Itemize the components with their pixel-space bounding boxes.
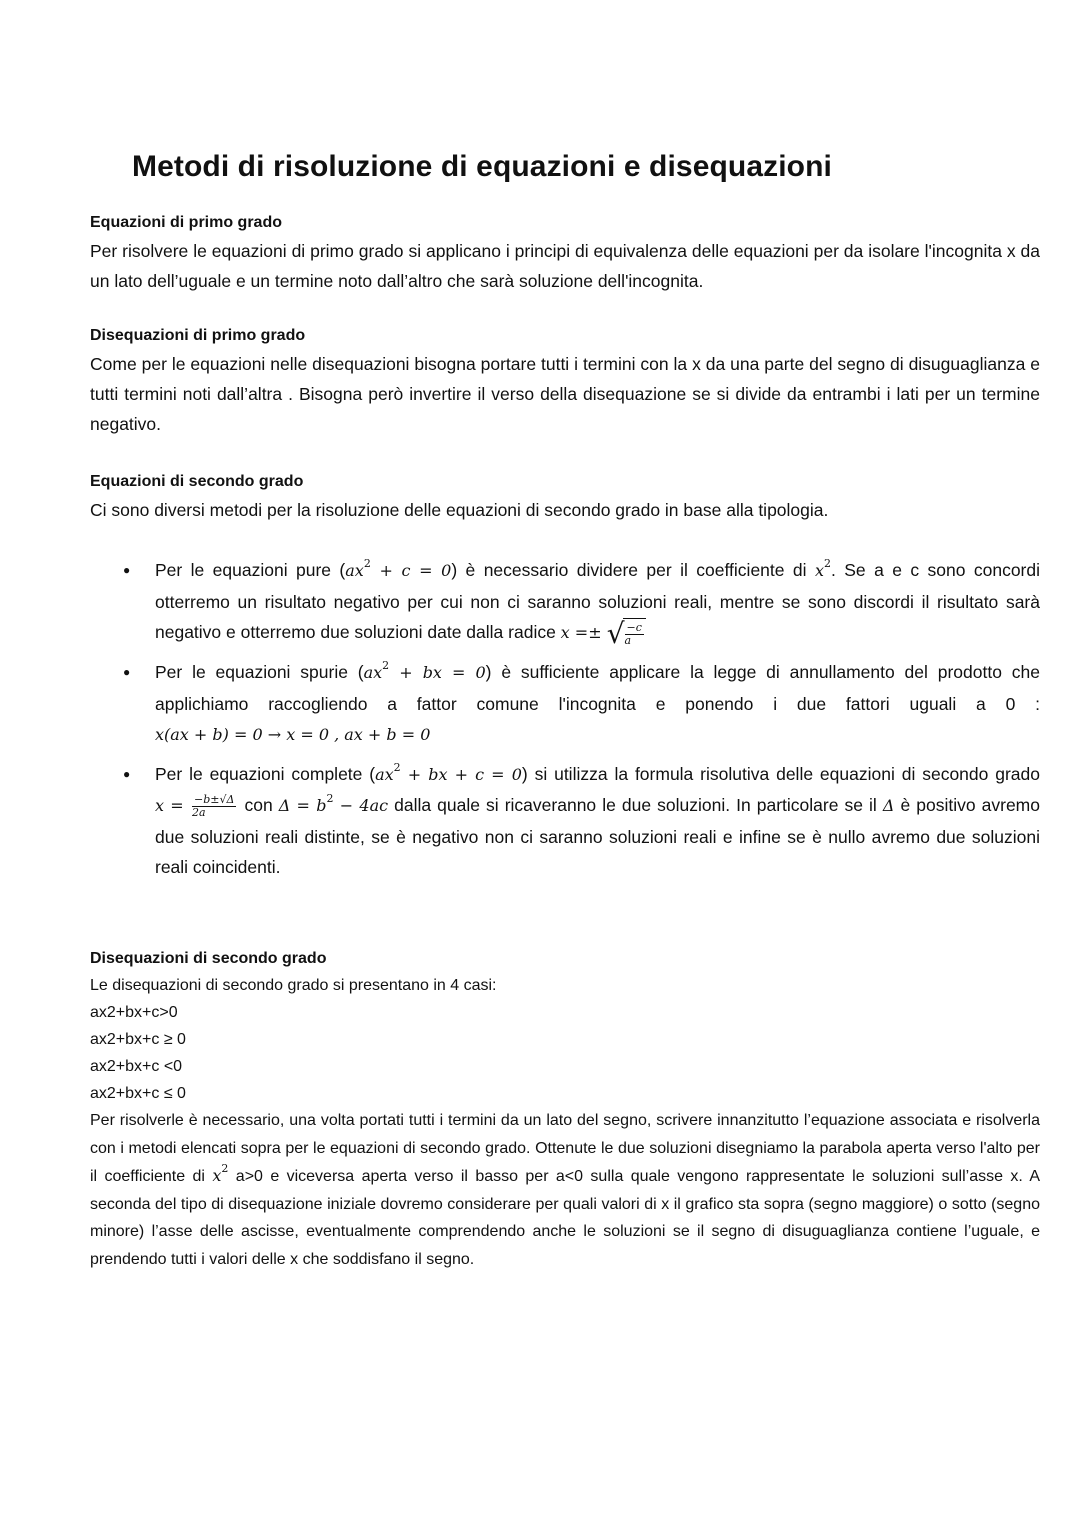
list-item-pure-equations: ● Per le equazioni pure $(ax^2 + c = 0)$ è necessario dividere per il coefficiente di $x^2$. Se a e c sono concordi otterremo un risultato negativo per cui non ci saranno soluzioni reali, mentre se sono discordi il risultato sarà negativo e otterremo due soluzioni date dalla radice x =± √ $\frac{-c}{a}$	[90, 555, 1040, 649]
section-body: Come per le equazioni nelle disequazioni bisogna portare tutti i termini con la x da una parte del segno di disuguaglianza e tutti termini noti dall’altra . Bisogna però invertire il verso della disequazione se si divide da entrambi i lati per un termine negativo.	[90, 354, 1040, 434]
list-item-spurious-equations: ● Per le equazioni spurie ($ax^2$ + bx = 0) è sufficiente applicare la legge di annullamento del prodotto che applichiamo raccogliendo a fattor comune l'incognita e ponendo i due fattori uguali a 0 : x(ax + b) = 0 → x = 0 , ax + b = 0	[90, 657, 1040, 751]
math-spurious-form: $ax^2$ + bx = 0	[363, 659, 486, 683]
list-item-complete-equations: ● Per le equazioni complete ($ax^2$ + bx + c = 0) si utilizza la formula risolutiva delle equazioni di secondo grado x = $\frac{-b\pm√\Delta}{2a}$ con $\Delta = b^2 - 4ac$ dalla quale si ricaveranno le due soluzioni. In particolare se il Δ è positivo avremo due soluzioni reali distinte, se è negativo non ci saranno soluzioni reali e infine se è nullo avremo due soluzioni reali coincidenti.	[90, 759, 1040, 883]
inequality-case: ax2+bx+c>0	[90, 1004, 178, 1021]
section-body: Per risolverle è necessario, una volta portati tutti i termini da un lato del segno, scrivere innanzitutto l’equazione associata e risolverla con i metodi elencati sopra per le equazioni di secondo grado. Ottenute le due soluzioni disegniamo la parabola aperta verso l'alto per il coefficiente di $x^2$ a>0 e viceversa aperta verso il basso per a<0 sulla quale vengono rappresentate le soluzioni sull’asse x. A seconda del tipo di disequazione iniziale dovremo considerare per quali valori di x il grafico sta sopra (segno maggiore) o sotto (segno minore) l’asse delle ascisse, eventualmente comprendendo anche le soluzioni se il segno di disuguaglianza contiene l’uguale, e prendendo tutti i valori delle x che soddisfano il segno.	[90, 1112, 1041, 1268]
inequality-cases	[90, 999, 1040, 1107]
square-root-icon: √ $\frac{-c}{a}$	[607, 618, 646, 650]
section-heading: Disequazioni di primo grado	[90, 327, 306, 344]
section-second-degree-inequalities	[90, 946, 1040, 1273]
section-first-degree-inequalities	[90, 323, 1040, 439]
math-x-squared: $x^2$	[212, 1162, 229, 1185]
math-discriminant: $\Delta = b^2 - 4ac$	[278, 792, 389, 816]
section-intro: Le disequazioni di secondo grado si presentano in 4 casi:	[90, 977, 497, 994]
section-body: Per risolvere le equazioni di primo grado si applicano i principi di equivalenza delle equazioni per da isolare l'incognita x da un lato dell’uguale e un termine noto dall’altro che sarà soluzione dell'incognita.	[90, 241, 1040, 291]
math-pure-form: $ax^2 + c = 0$	[345, 557, 452, 580]
math-x-squared: $x^2$	[814, 557, 831, 580]
inequality-case: ax2+bx+c <0	[90, 1058, 183, 1075]
inequality-case: ax2+bx+c ≥ 0	[90, 1031, 186, 1048]
equation-types-list	[90, 555, 1040, 883]
section-heading: Equazioni di secondo grado	[90, 473, 304, 490]
math-delta: Δ	[882, 796, 895, 816]
math-complete-form: $ax^2$ + bx + c = 0	[375, 760, 522, 784]
inequality-case: ax2+bx+c ≤ 0	[90, 1085, 186, 1102]
section-second-degree-equations	[90, 469, 1040, 891]
math-quadratic-formula: x = $\frac{-b\pm√\Delta}{2a}$	[155, 793, 235, 820]
section-heading: Equazioni di primo grado	[90, 214, 282, 231]
math-factor-solution: x(ax + b) = 0 → x = 0 , ax + b = 0	[155, 725, 431, 745]
section-heading: Disequazioni di secondo grado	[90, 950, 327, 967]
section-first-degree-equations	[90, 210, 1040, 296]
page-title: Metodi di risoluzione di equazioni e disequazioni	[132, 150, 832, 183]
math-root-formula: x =± √ $\frac{-c}{a}$	[561, 623, 646, 642]
section-intro: Ci sono diversi metodi per la risoluzione delle equazioni di secondo grado in base alla tipologia.	[90, 500, 829, 520]
